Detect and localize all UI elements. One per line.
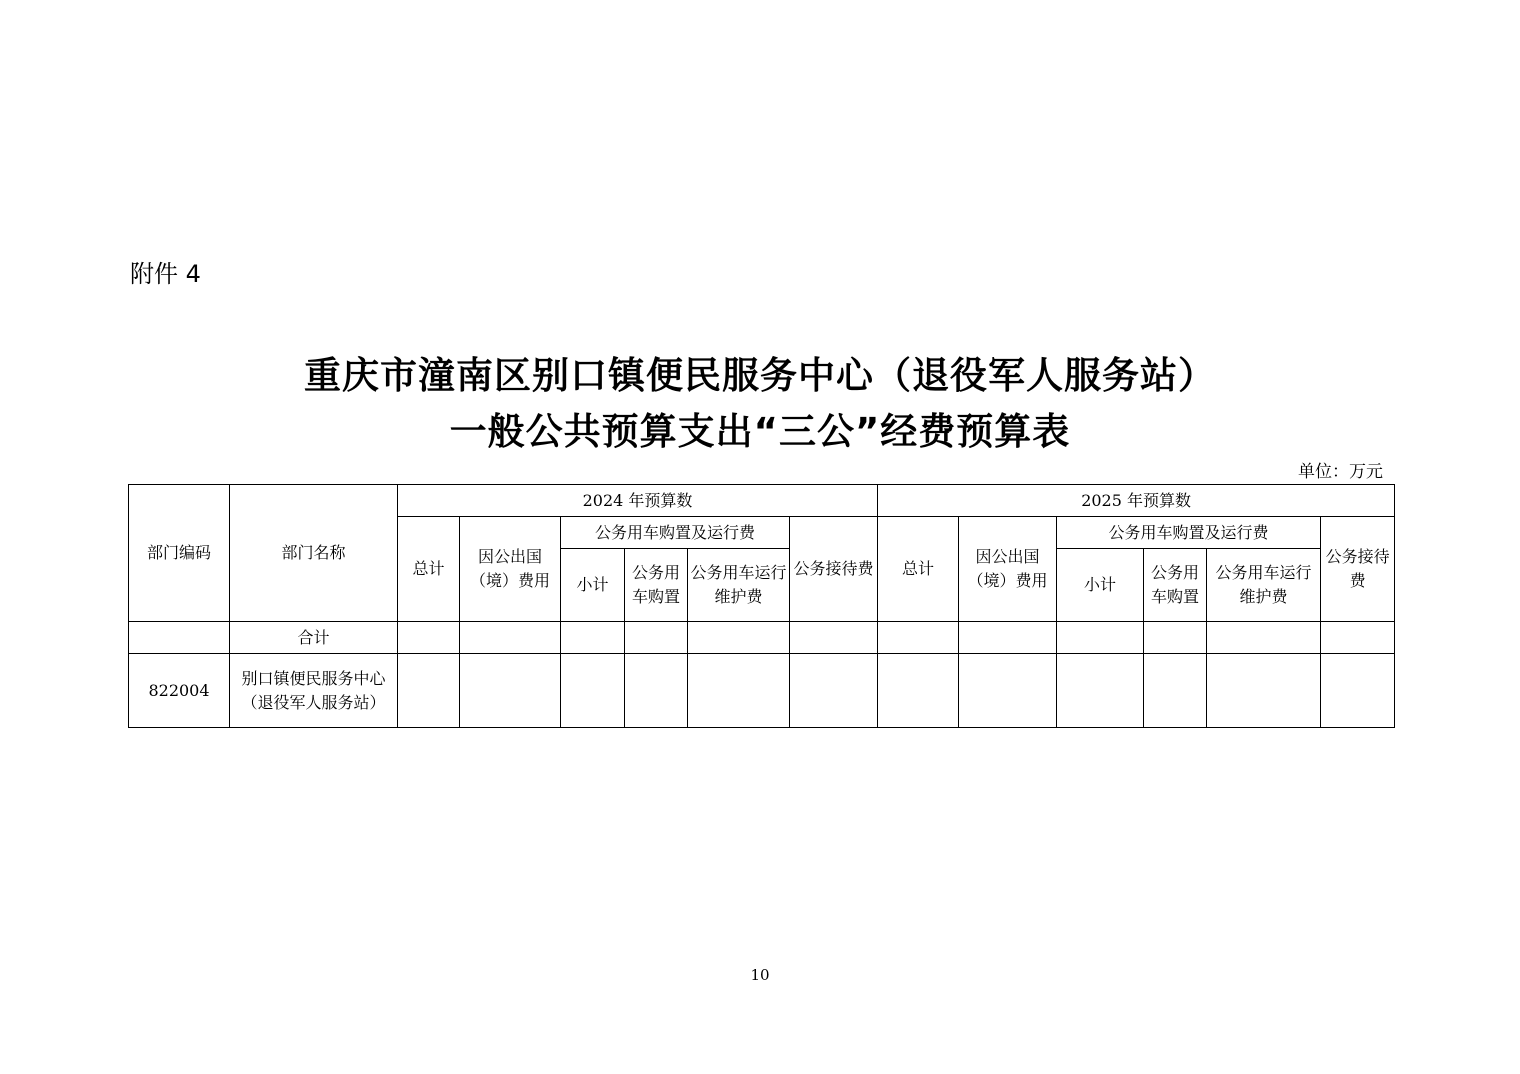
row-total-code xyxy=(129,622,230,654)
header-2024-reception: 公务接待费 xyxy=(790,517,878,622)
page-title-line-1: 重庆市潼南区别口镇便民服务中心（退役军人服务站） xyxy=(304,354,1216,397)
row-dept-2025-reception xyxy=(1321,654,1395,728)
table-row-department xyxy=(129,654,1395,728)
header-2025-vehicle-operation: 公务用车运行维护费 xyxy=(1207,549,1321,622)
row-dept-2024-vehicle-operation xyxy=(688,654,790,728)
header-year-2024: 2024 年预算数 xyxy=(398,485,878,517)
row-total-2025-subtotal xyxy=(1057,622,1144,654)
header-year-2025: 2025 年预算数 xyxy=(878,485,1395,517)
row-total-2025-total xyxy=(878,622,959,654)
row-total-name: 合计 xyxy=(230,622,398,654)
header-2024-vehicle-group: 公务用车购置及运行费 xyxy=(561,517,790,549)
header-dept-code: 部门编码 xyxy=(129,485,230,622)
table-row-total xyxy=(129,622,1395,654)
row-total-2024-reception xyxy=(790,622,878,654)
row-total-2024-vehicle-purchase xyxy=(625,622,688,654)
attachment-label: 附件 4 xyxy=(130,260,201,288)
row-dept-2024-reception xyxy=(790,654,878,728)
row-total-2025-reception xyxy=(1321,622,1395,654)
row-dept-code: 822004 xyxy=(129,654,230,728)
header-2024-subtotal: 小计 xyxy=(561,549,625,622)
row-total-2024-overseas xyxy=(460,622,561,654)
row-dept-2025-vehicle-operation xyxy=(1207,654,1321,728)
row-total-2024-subtotal xyxy=(561,622,625,654)
row-total-2024-total xyxy=(398,622,460,654)
header-2025-vehicle-group: 公务用车购置及运行费 xyxy=(1057,517,1321,549)
row-total-2025-vehicle-operation xyxy=(1207,622,1321,654)
row-dept-2024-overseas xyxy=(460,654,561,728)
row-total-2025-vehicle-purchase xyxy=(1144,622,1207,654)
row-dept-2025-vehicle-purchase xyxy=(1144,654,1207,728)
header-2024-vehicle-operation: 公务用车运行维护费 xyxy=(688,549,790,622)
row-dept-2024-total xyxy=(398,654,460,728)
header-2024-total: 总计 xyxy=(398,517,460,622)
row-dept-2024-subtotal xyxy=(561,654,625,728)
header-2024-vehicle-purchase: 公务用车购置 xyxy=(625,549,688,622)
header-2025-total: 总计 xyxy=(878,517,959,622)
header-2025-vehicle-purchase: 公务用车购置 xyxy=(1144,549,1207,622)
row-dept-2024-vehicle-purchase xyxy=(625,654,688,728)
header-dept-name: 部门名称 xyxy=(230,485,398,622)
row-dept-name: 别口镇便民服务中心（退役军人服务站） xyxy=(230,654,398,728)
unit-label: 单位：万元 xyxy=(1298,462,1383,482)
row-total-2024-vehicle-operation xyxy=(688,622,790,654)
row-dept-2025-overseas xyxy=(959,654,1057,728)
row-total-2025-overseas xyxy=(959,622,1057,654)
header-2025-reception: 公务接待费 xyxy=(1321,517,1395,622)
page-number: 10 xyxy=(750,966,770,984)
header-2025-overseas: 因公出国（境）费用 xyxy=(959,517,1057,622)
row-dept-2025-total xyxy=(878,654,959,728)
budget-table xyxy=(128,484,1395,728)
header-2024-overseas: 因公出国（境）费用 xyxy=(460,517,561,622)
page-title-line-2: 一般公共预算支出“三公”经费预算表 xyxy=(449,410,1071,453)
row-dept-2025-subtotal xyxy=(1057,654,1144,728)
header-2025-subtotal: 小计 xyxy=(1057,549,1144,622)
